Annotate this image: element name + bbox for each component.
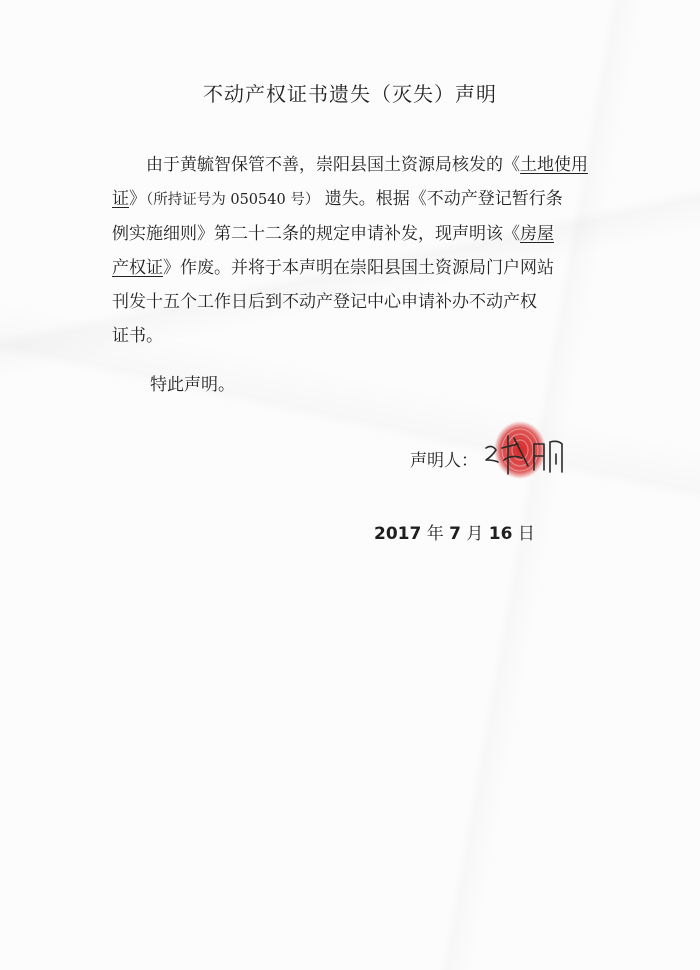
closing-text: 特此声明。 xyxy=(150,375,235,395)
paragraph-line-5: 刊发十五个工作日后到不动产登记中心申请补办不动产权 xyxy=(112,292,537,312)
underlined-text: 土地使用 xyxy=(520,155,588,175)
text-segment: 》 xyxy=(129,189,146,209)
date-unit: 日 xyxy=(512,524,535,544)
paragraph-line-3 xyxy=(112,217,602,251)
text-segment: 》作废。并将于本声明在崇阳县国土资源局门户网站 xyxy=(163,258,554,278)
statement-paragraph xyxy=(112,148,602,353)
date-year: 2017 xyxy=(374,524,422,544)
statement-date xyxy=(374,519,535,544)
signature-with-fingerprint-icon xyxy=(478,414,588,494)
paragraph-line-6: 证书。 xyxy=(112,326,163,346)
date-day: 16 xyxy=(488,524,513,544)
underlined-text: 房屋 xyxy=(520,224,554,244)
paragraph-line-1 xyxy=(112,148,602,182)
text-segment: 例实施细则》第二十二条的规定申请补发，现声明该《 xyxy=(112,224,520,244)
date-unit: 月 xyxy=(460,524,489,544)
paragraph-line-2 xyxy=(112,182,602,217)
underlined-text: 证 xyxy=(112,189,129,209)
text-segment: 由于黄毓智保管不善，崇阳县国土资源局核发的《 xyxy=(146,155,520,175)
date-unit: 年 xyxy=(421,524,450,544)
signer-label: 声明人： xyxy=(410,451,478,471)
paragraph-line-4 xyxy=(112,251,602,285)
document-title: 不动产权证书遗失（灭失）声明 xyxy=(203,82,497,106)
date-month: 7 xyxy=(449,524,461,544)
text-segment: 遗失。根据《不动产登记暂行条 xyxy=(319,189,563,209)
certificate-number-text: （所持证号为 050540 号） xyxy=(146,192,320,208)
underlined-text: 产权证 xyxy=(112,258,163,278)
